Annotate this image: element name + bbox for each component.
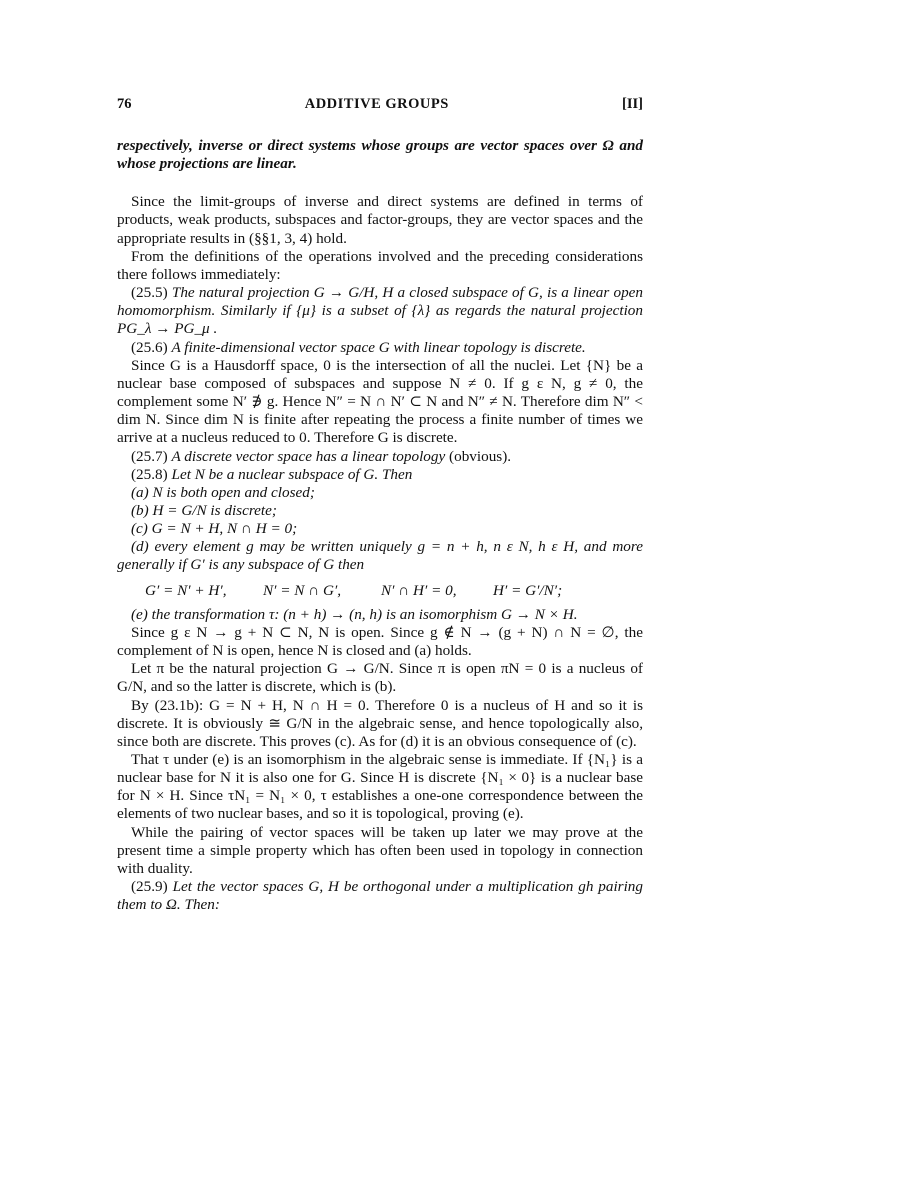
statement-text: A finite-dimensional vector space G with linear topology is discrete. [171, 338, 586, 356]
proof-e: That τ under (e) is an isomorphism in the algebraic sense is immediate. If {N₁} is a nuclear base for N it is also one for G. Since H is discrete {N₁ × 0} is a nuclear base for N × H. Since τN₁ = N₁ × 0, τ establishes a one-one correspondence between the elements of two nuclear bases, and so it is topological, proving (e). [117, 751, 643, 823]
statement-text: The natural projection G → G/H, H a closed subspace of G, is a linear open homomorphism. Similarly if {μ} is a subset of {λ} as regards the natural projection PG_λ → PG_μ . [117, 284, 643, 338]
chapter-marker: [II] [622, 96, 643, 112]
item-d: (d) every element g may be written uniquely g = n + h, n ε N, h ε H, and more generally if G′ is any subspace of G then [117, 538, 643, 574]
paragraph-definitions: From the definitions of the operations involved and the preceding considerations there follows immediately: [117, 247, 643, 283]
proof-a: Since g ε N → g + N ⊂ N, N is open. Since g ∉ N → (g + N) ∩ N = ∅, the complement of N is open, hence N is closed and (a) holds. [117, 623, 643, 660]
statement-25-7 [117, 448, 643, 466]
statement-label: (25.5) [131, 284, 168, 302]
statement-25-5 [117, 284, 643, 338]
item-b: (b) H = G/N is discrete; [131, 501, 277, 519]
statement-label: (25.8) [131, 465, 168, 483]
statement-suffix: (obvious). [449, 447, 512, 465]
statement-label: (25.9) [131, 878, 168, 896]
proof-c-d: By (23.1b): G = N + H, N ∩ H = 0. Therefore 0 is a nucleus of H and so it is discrete. It is obviously ≅ G/N in the algebraic sense, and hence topologically also, since both are discrete. This proves (c). As for (d) it is an obvious consequence of (c). [117, 696, 643, 750]
item-e: (e) the transformation τ: (n + h) → (n, h) is an isomorphism G → N × H. [131, 605, 578, 623]
equation-part-4: H′ = G′/N′; [493, 581, 563, 599]
page-number: 76 [117, 96, 132, 112]
statement-text: A discrete vector space has a linear topology [171, 447, 446, 465]
paragraph-limit-groups: Since the limit-groups of inverse and direct systems are defined in terms of products, weak products, subspaces and factor-groups, they are vector spaces and the appropriate results in (§§1, 3, 4) hold. [117, 193, 643, 247]
proof-25-6: Since G is a Hausdorff space, 0 is the intersection of all the nuclei. Let {N} be a nuclear base composed of subspaces and suppose N ≠ 0. If g ε N, g ≠ 0, the complement some N′ ∌ g. Hence N″ = N ∩ N′ ⊂ N and N″ ≠ N. Therefore dim N″ < dim N. Since dim N is finite after repeating the process a finite number of times we arrive at a nucleus reduced to 0. Therefore G is discrete. [117, 356, 643, 447]
statement-text: Let the vector spaces G, H be orthogonal under a multiplication gh pairing them to Ω. Then: [117, 878, 643, 914]
page [117, 96, 643, 914]
running-header [117, 96, 643, 113]
statement-25-6 [117, 339, 643, 357]
statement-label: (25.6) [131, 338, 168, 356]
running-title: ADDITIVE GROUPS [304, 96, 449, 112]
proof-b: Let π be the natural projection G → G/N. Since π is open πN = 0 is a nucleus of G/N, and so the latter is discrete, which is (b). [117, 660, 643, 696]
statement-text: Let N be a nuclear subspace of G. Then [171, 465, 413, 483]
equation-part-2: N′ = N ∩ G′, [263, 581, 342, 599]
item-a: (a) N is both open and closed; [131, 483, 315, 501]
statement-label: (25.7) [131, 447, 168, 465]
carryover-paragraph: respectively, inverse or direct systems whose groups are vector spaces over Ω and whose projections are linear. [117, 137, 643, 173]
statement-25-9 [117, 878, 643, 914]
equation-part-1: G′ = N′ + H′, [145, 581, 227, 599]
display-equation [117, 575, 643, 606]
statement-25-8 [117, 466, 643, 484]
paragraph-pairing: While the pairing of vector spaces will be taken up later we may prove at the present time a simple property which has often been used in topology in connection with duality. [117, 823, 643, 877]
equation-part-3: N′ ∩ H′ = 0, [381, 581, 457, 599]
item-c: (c) G = N + H, N ∩ H = 0; [131, 520, 298, 538]
